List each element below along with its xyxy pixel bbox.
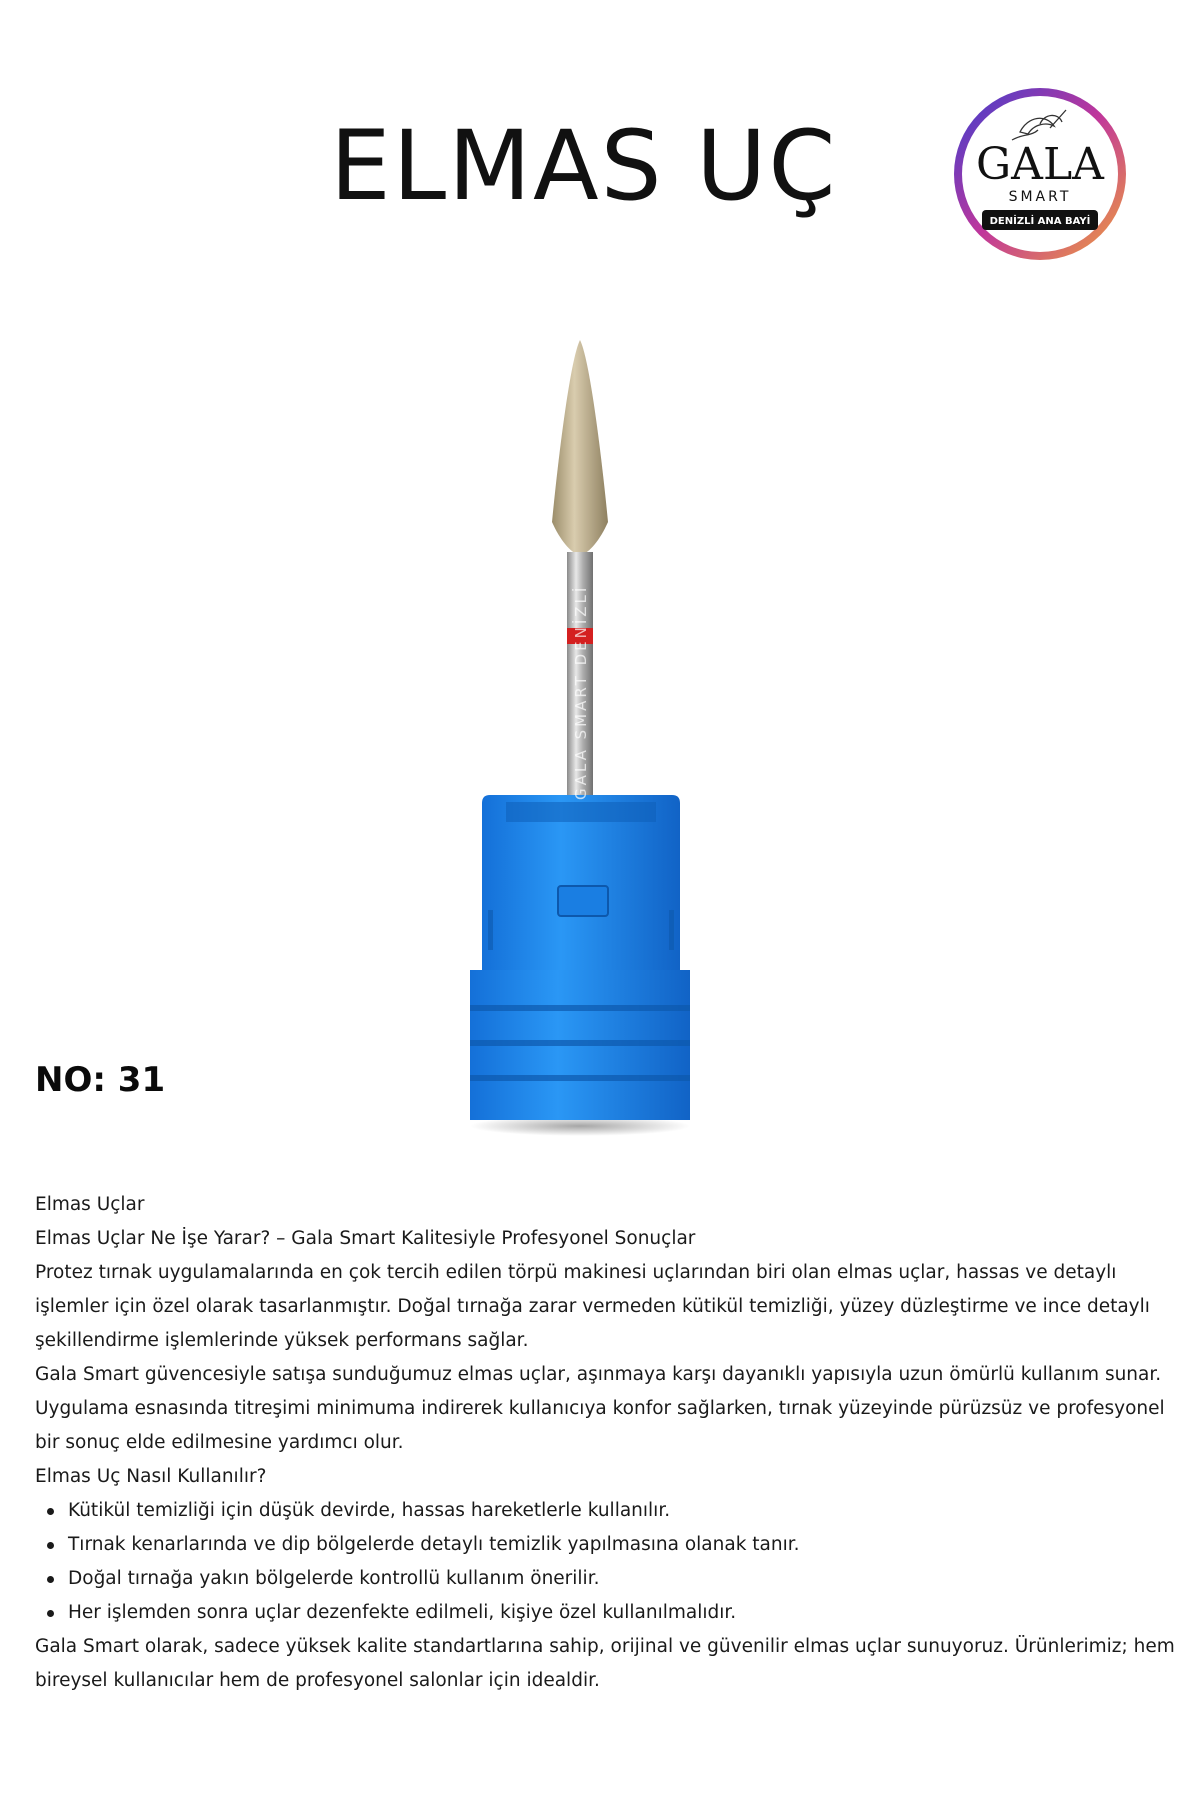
gala-smart-logo: [950, 84, 1130, 264]
desc-heading: Elmas Uçlar: [35, 1194, 145, 1215]
usage-heading: Elmas Uç Nasıl Kullanılır?: [35, 1466, 267, 1487]
page-title: ELMAS UÇ: [330, 110, 838, 222]
product-number: NO: 31: [35, 1060, 166, 1100]
desc-closing: Gala Smart olarak, sadece yüksek kalite standartlarına sahip, orijinal ve güvenilir elmas uçlar sunuyoruz. Ürünlerimiz; hem bireysel kullanıcılar hem de profesyonel salonlar için idealdir.: [35, 1636, 1175, 1691]
diamond-head: [552, 340, 608, 556]
description: [35, 1188, 1180, 1698]
logo-sub-text: SMART: [1008, 189, 1072, 205]
usage-item: Doğal tırnağa yakın bölgelerde kontrollü kullanım önerilir.: [68, 1562, 1180, 1596]
watermark-text: GALA SMART DENİZLİ: [572, 584, 590, 800]
usage-list: [35, 1494, 1180, 1630]
desc-subheading: Elmas Uçlar Ne İşe Yarar? – Gala Smart Kalitesiyle Profesyonel Sonuçlar: [35, 1228, 696, 1249]
usage-item: Her işlemden sonra uçlar dezenfekte edilmeli, kişiye özel kullanılmalıdır.: [68, 1596, 1180, 1630]
logo-brand-text: GALA: [976, 139, 1104, 190]
usage-item: Kütikül temizliği için düşük devirde, hassas hareketlerle kullanılır.: [68, 1494, 1180, 1528]
desc-paragraph: Protez tırnak uygulamalarında en çok tercih edilen törpü makinesi uçlarından biri olan elmas uçlar, hassas ve detaylı işlemler için özel olarak tasarlanmıştır. Doğal tırnağa zarar vermeden kütikül temizliği, yüzey düzleştirme ve ince detaylı şekillendirme işlemlerinde yüksek performans sağlar.: [35, 1262, 1150, 1351]
desc-paragraph: Gala Smart güvencesiyle satışa sunduğumuz elmas uçlar, aşınmaya karşı dayanıklı yapısıyla uzun ömürlü kullanım sunar. Uygulama esnasında titreşimi minimuma indirerek kullanıcıya konfor sağlarken, tırnak yüzeyinde pürüzsüz ve profesyonel bir sonuç elde edilmesine yardımcı olur.: [35, 1364, 1165, 1453]
diamond-bit-image: [440, 330, 720, 1140]
logo-ribbon-text: DENİZLİ ANA BAYİ: [989, 216, 1091, 227]
usage-item: Tırnak kenarlarında ve dip bölgelerde detaylı temizlik yapılmasına olanak tanır.: [68, 1528, 1180, 1562]
